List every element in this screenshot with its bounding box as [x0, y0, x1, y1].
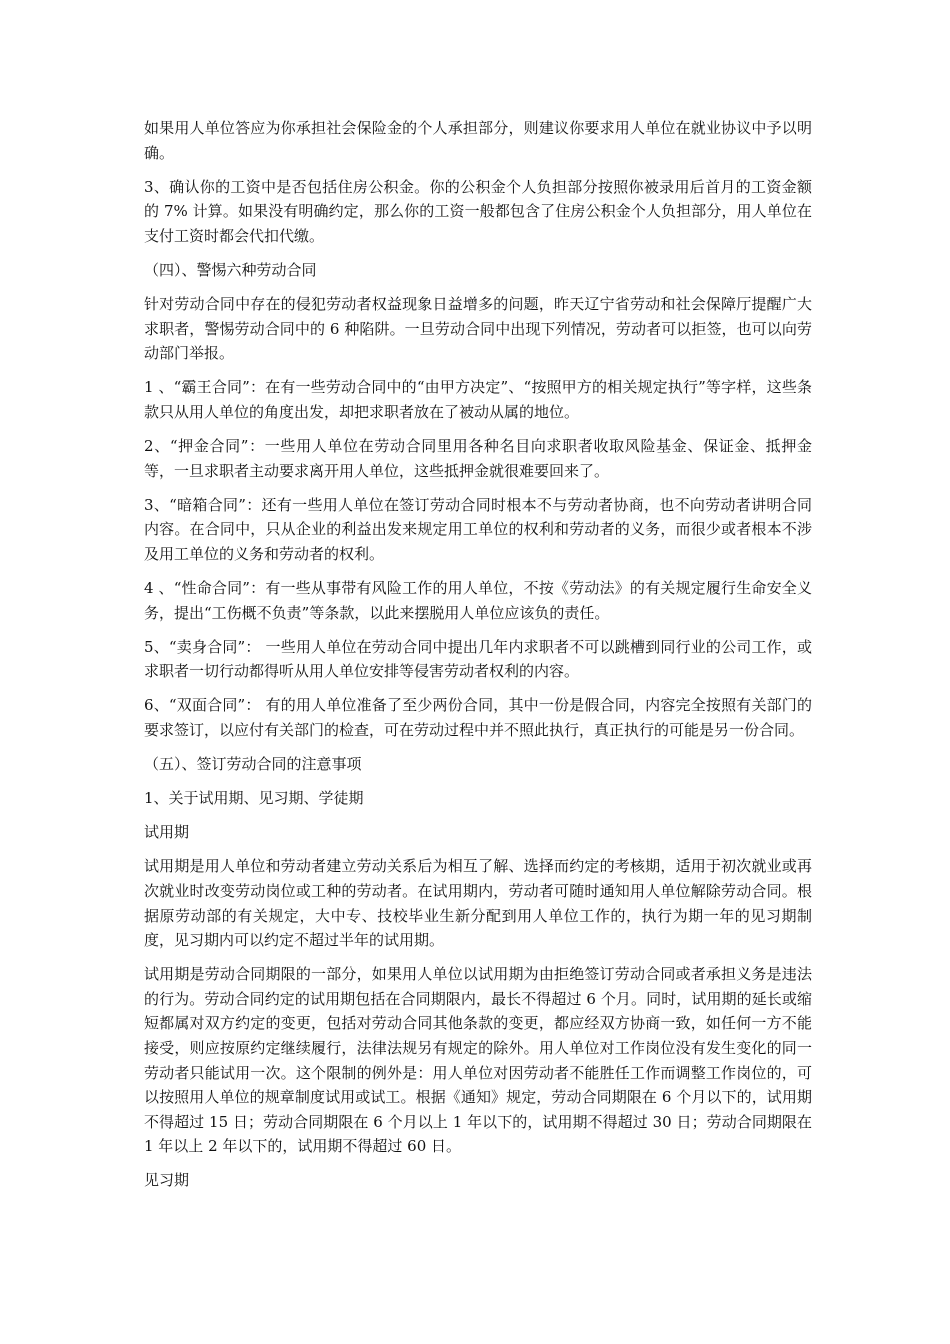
- paragraph-housing-fund: 3、确认你的工资中是否包括住房公积金。你的公积金个人负担部分按照你被录用后首月的工资金额的 7% 计算。如果没有明确约定，那么你的工资一般都包含了住房公积金个人负担部分，用人单位在支付工资时都会代扣代缴。: [144, 177, 812, 245]
- document-body: [144, 116, 812, 1203]
- paragraph-six-traps-intro: 针对劳动合同中存在的侵犯劳动者权益现象日益增多的问题，昨天辽宁省劳动和社会保障厅提醒广大求职者，警惕劳动合同中的 6 种陷阱。一旦劳动合同中出现下列情况，劳动者可以拒签，也可以向劳动部门举报。: [144, 295, 812, 363]
- term-heading-internship: 见习期: [144, 1171, 190, 1190]
- term-heading-probation: 试用期: [144, 823, 190, 842]
- list-item-contract-6: 6、“双面合同”： 有的用人单位准备了至少两份合同，其中一份是假合同，内容完全按照有关部门的要求签订，以应付有关部门的检查，可在劳动过程中并不照此执行，真正执行的可能是另一份合同。: [144, 696, 812, 739]
- list-item-contract-1: 1 、“霸王合同”：在有一些劳动合同中的“由甲方决定”、“按照甲方的相关规定执行”等字样，这些条款只从用人单位的角度出发，却把求职者放在了被动从属的地位。: [144, 378, 812, 421]
- section-heading-four: （四）、警惕六种劳动合同: [144, 260, 317, 279]
- list-item-contract-5: 5、“卖身合同”： 一些用人单位在劳动合同中提出几年内求职者不可以跳槽到同行业的公司工作，或求职者一切行动都得听从用人单位安排等侵害劳动者权利的内容。: [144, 637, 812, 681]
- paragraph-probation-definition: 试用期是用人单位和劳动者建立劳动关系后为相互了解、选择而约定的考核期，适用于初次就业或再次就业时改变劳动岗位或工种的劳动者。在试用期内，劳动者可随时通知用人单位解除劳动合同。根据原劳动部的有关规定，大中专、技校毕业生新分配到用人单位工作的，执行为期一年的见习期制度，见习期内可以约定不超过半年的试用期。: [144, 857, 812, 950]
- list-item-contract-4: 4 、“性命合同”：有一些从事带有风险工作的用人单位，不按《劳动法》的有关规定履行生命安全义务，提出“工伤概不负责”等条款，以此来摆脱用人单位应该负的责任。: [144, 579, 812, 622]
- list-item-contract-3: 3、“暗箱合同”：还有一些用人单位在签订劳动合同时根本不与劳动者协商，也不向劳动者讲明合同内容。在合同中，只从企业的利益出发来规定用工单位的权利和劳动者的义务，而很少或者根本不涉及用工单位的义务和劳动者的权利。: [144, 495, 812, 563]
- list-item-contract-2: 2、“押金合同”：一些用人单位在劳动合同里用各种名目向求职者收取风险基金、保证金、抵押金等，一旦求职者主动要求离开用人单位，这些抵押金就很难要回来了。: [144, 437, 812, 480]
- paragraph-social-insurance: 如果用人单位答应为你承担社会保险金的个人承担部分，则建议你要求用人单位在就业协议中予以明确。: [144, 119, 812, 162]
- subsection-heading-probation: 1、关于试用期、见习期、学徒期: [144, 789, 364, 808]
- section-heading-five: （五）、签订劳动合同的注意事项: [144, 755, 362, 774]
- paragraph-probation-rules: 试用期是劳动合同期限的一部分，如果用人单位以试用期为由拒绝签订劳动合同或者承担义务是违法的行为。劳动合同约定的试用期包括在合同期限内，最长不得超过 6 个月。同时，试用期的延长或缩短都属对双方约定的变更，包括对劳动合同其他条款的变更，都应经双方协商一致，如任何一方不能接受，则应按原约定继续履行，法律法规另有规定的除外。用人单位对工作岗位没有发生变化的同一劳动者只能试用一次。这个限制的例外是：用人单位对因劳动者不能胜任工作而调整工作岗位的，可以按照用人单位的规章制度试用或试工。根据《通知》规定，劳动合同期限在 6 个月以下的，试用期不得超过 15 日；劳动合同期限在 6 个月以上 1 年以下的，试用期不得超过 30 日；劳动合同期限在 1 年以上 2 年以下的，试用期不得超过 60 日。: [144, 965, 812, 1156]
